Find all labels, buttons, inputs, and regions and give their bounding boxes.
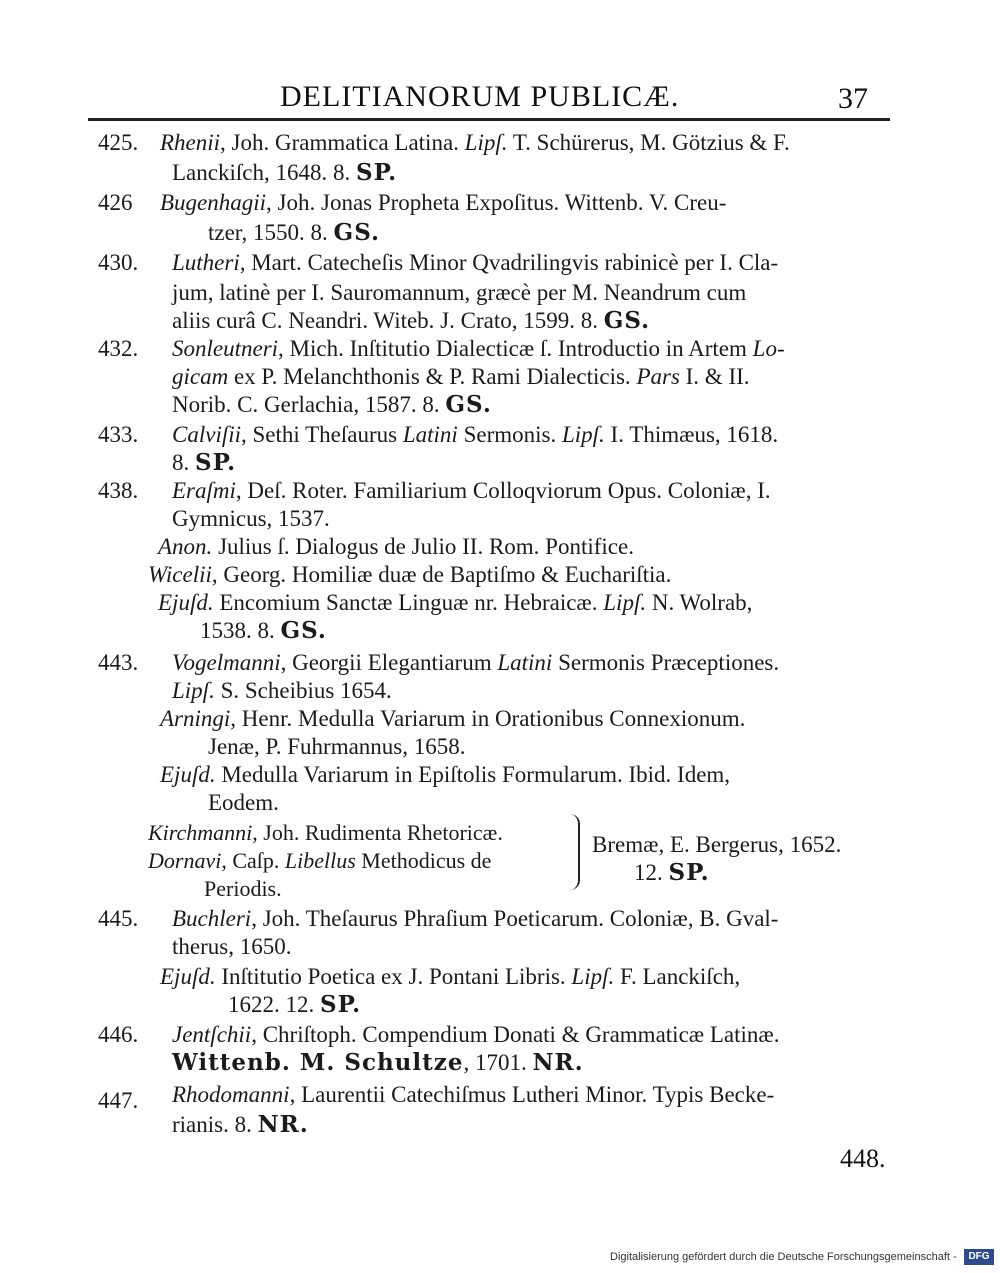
entry-line: Arningi, Henr. Medulla Variarum in Orationibus Connexionum. [160, 706, 746, 731]
entry-line: gicam ex P. Melanchthonis & P. Rami Dialecticis. Pars I. & II. [172, 364, 750, 389]
entry-line: Periodis. [204, 876, 282, 901]
entry-line: Lutheri, Mart. Catecheſis Minor Qvadrilingvis rabinicè per I. Cla- [172, 250, 779, 275]
entry-line: Ejuſd. Inſtitutio Poetica ex J. Pontani Libris. Lipſ. F. Lanckiſch, [160, 964, 741, 989]
entry-line: 1622. 12. SP. [228, 991, 362, 1018]
entry-line: Norib. C. Gerlachia, 1587. 8. GS. [172, 391, 492, 418]
entry-line: Wicelii, Georg. Homiliæ duæ de Baptiſmo & Euchariſtia. [148, 562, 672, 587]
entry-line: Eodem. [208, 790, 279, 815]
entry-line: Jenæ, P. Fuhrmannus, 1658. [208, 734, 466, 759]
page-number: 37 [838, 82, 868, 115]
entry-number: 445. [98, 906, 139, 931]
entry-line: tzer, 1550. 8. GS. [208, 219, 380, 246]
entry-number: 432. [98, 336, 139, 361]
entry-number: 438. [98, 478, 139, 503]
entry-line: 1538. 8. GS. [200, 617, 327, 644]
entry-line: Lanckiſch, 1648. 8. SP. [172, 159, 398, 186]
entry-line: Gymnicus, 1537. [172, 506, 330, 531]
entry-number: 426 [98, 190, 133, 215]
entry-line: Ejuſd. Encomium Sanctæ Linguæ nr. Hebraicæ. Lipſ. N. Wolrab, [158, 590, 753, 615]
entry-line: Vogelmanni, Georgii Elegantiarum Latini Sermonis Præceptiones. [172, 650, 780, 675]
header-rule [88, 118, 890, 121]
entry-line: 12. SP. [634, 859, 710, 886]
running-head: DELITIANORUM PUBLICÆ. [280, 80, 680, 113]
entry-line: Sonleutneri, Mich. Inſtitutio Dialecticæ ſ. Introductio in Artem Lo- [172, 336, 785, 361]
brace-divider [560, 814, 580, 890]
entry-number: 446. [98, 1022, 139, 1047]
entry-line: Lipſ. S. Scheibius 1654. [172, 678, 392, 703]
entry-line: Wittenb. M. Schultze, 1701. NR. [172, 1049, 584, 1076]
entry-line: Bugenhagii, Joh. Jonas Propheta Expoſitus. Wittenb. V. Creu- [160, 190, 727, 215]
entry-line: 8. SP. [172, 449, 237, 476]
entry-number: 447. [98, 1088, 139, 1113]
entry-number: 443. [98, 650, 139, 675]
entry-line: Rhenii, Joh. Grammatica Latina. Lipſ. T. Schürerus, M. Götzius & F. [160, 130, 790, 155]
entry-number: 433. [98, 422, 139, 447]
digitization-credit: Digitalisierung gefördert durch die Deutsche Forschungsgemeinschaft - [610, 1251, 957, 1263]
entry-line: rianis. 8. NR. [172, 1111, 309, 1138]
entry-line: Kirchmanni, Joh. Rudimenta Rhetoricæ. [148, 820, 503, 845]
entry-line: Rhodomanni, Laurentii Catechiſmus Lutheri Minor. Typis Becke- [172, 1082, 775, 1107]
dfg-logo: DFG [964, 1249, 994, 1265]
entry-line: Dornavi, Caſp. Libellus Methodicus de [148, 848, 492, 873]
entry-number: 430. [98, 250, 139, 275]
entry-line: jum, latinè per I. Sauromannum, græcè per M. Neandrum cum [172, 280, 747, 305]
entry-line: therus, 1650. [172, 934, 292, 959]
entry-line: Eraſmi, Deſ. Roter. Familiarium Colloqviorum Opus. Coloniæ, I. [172, 478, 771, 503]
entry-number: 425. [98, 130, 139, 155]
entry-line: Anon. Julius ſ. Dialogus de Julio II. Rom. Pontifice. [158, 534, 634, 559]
entry-line: Jentſchii, Chriſtoph. Compendium Donati & Grammaticæ Latinæ. [172, 1022, 780, 1047]
entry-line: aliis curâ C. Neandri. Witeb. J. Crato, 1599. 8. GS. [172, 307, 651, 334]
entry-line: Bremæ, E. Bergerus, 1652. [592, 832, 842, 857]
catchword: 448. [840, 1144, 886, 1173]
entry-line: Buchleri, Joh. Theſaurus Phraſium Poeticarum. Coloniæ, B. Gval- [172, 906, 779, 931]
entry-line: Calviſii, Sethi Theſaurus Latini Sermonis. Lipſ. I. Thimæus, 1618. [172, 422, 779, 447]
entry-line: Ejuſd. Medulla Variarum in Epiſtolis Formularum. Ibid. Idem, [160, 762, 731, 787]
